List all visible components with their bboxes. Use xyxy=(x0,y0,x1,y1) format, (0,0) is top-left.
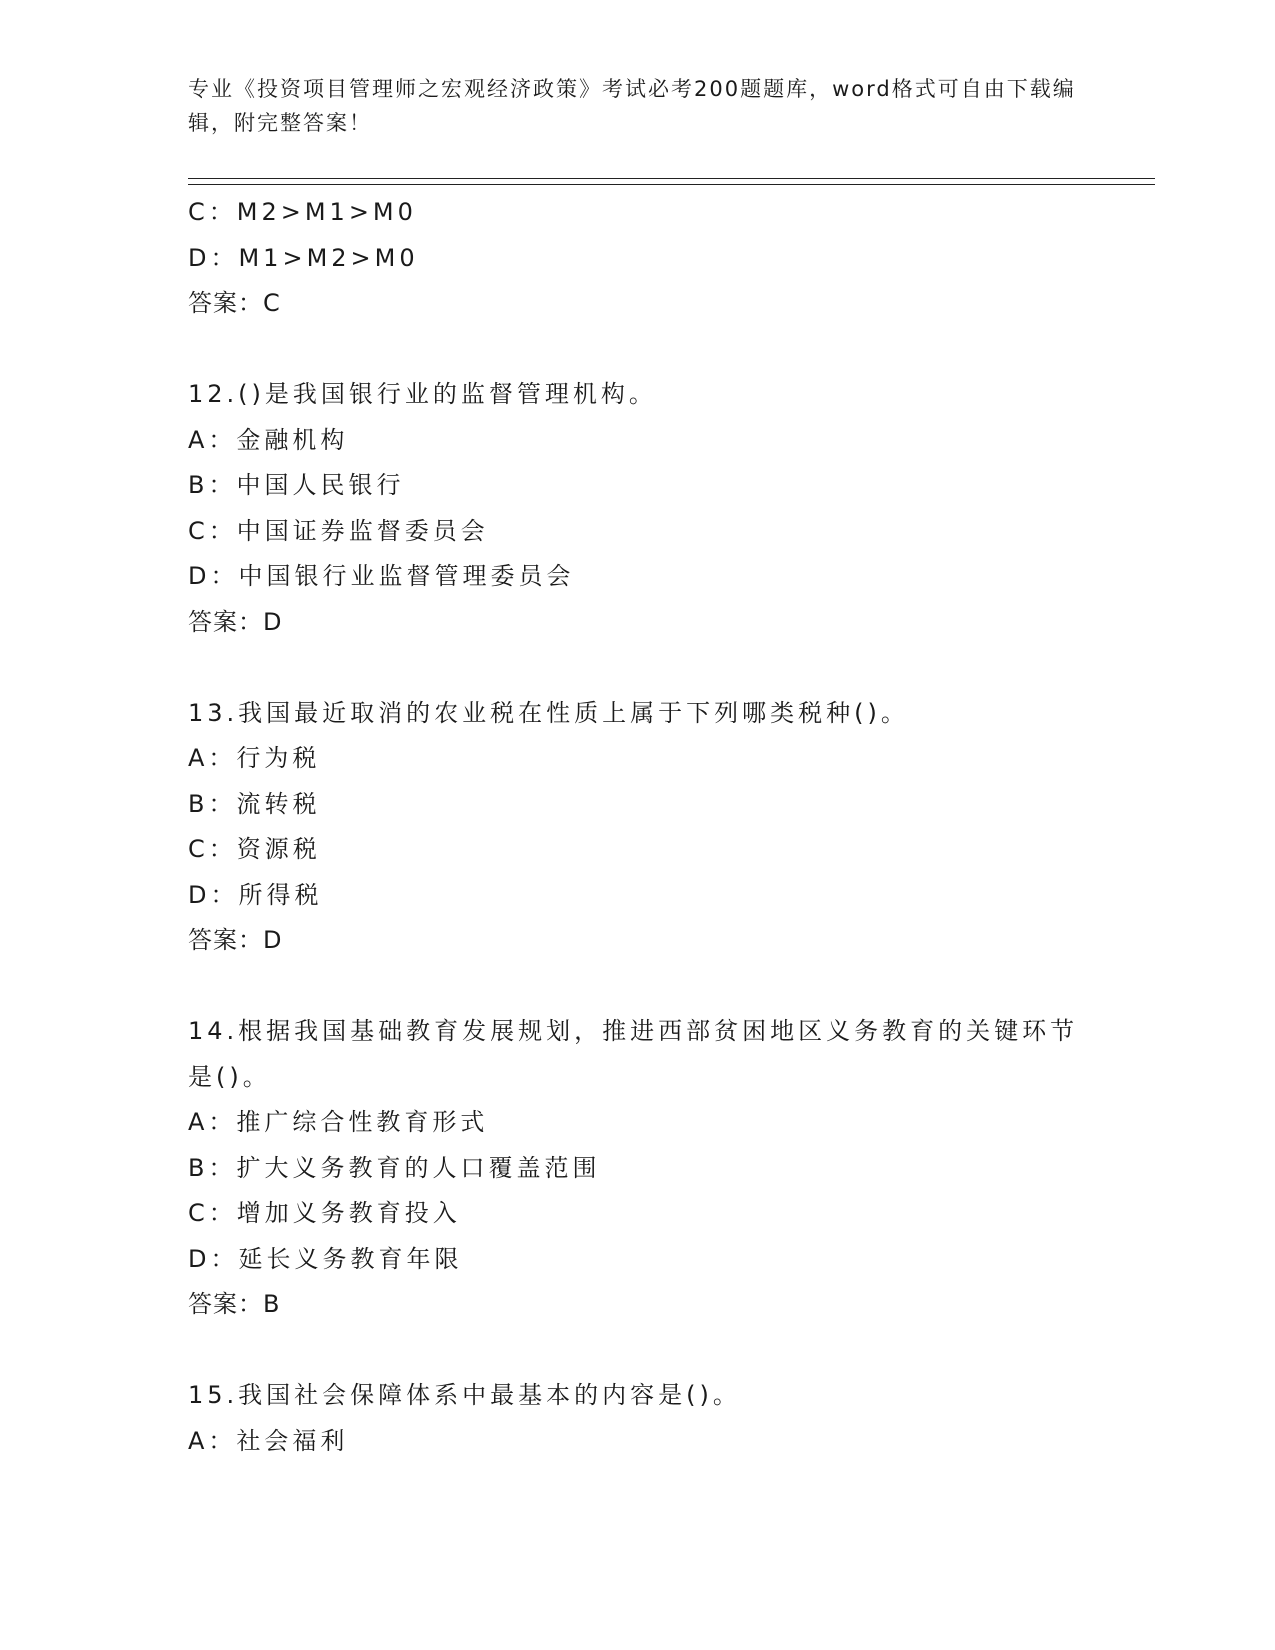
document-body xyxy=(188,190,1088,1464)
document-header: 专业《投资项目管理师之宏观经济政策》考试必考200题题库，word格式可自由下载编辑，附完整答案！ xyxy=(188,77,1076,135)
question-gap xyxy=(188,964,1088,1010)
option-c: C：M2>M1>M0 xyxy=(188,198,417,226)
question-12 xyxy=(188,372,1088,645)
question-13 xyxy=(188,691,1088,964)
option-b: B：流转税 xyxy=(188,789,321,818)
question-gap xyxy=(188,1328,1088,1374)
question-stem: 13.我国最近取消的农业税在性质上属于下列哪类税种()。 xyxy=(188,698,909,727)
question-stem: 12.()是我国银行业的监督管理机构。 xyxy=(188,380,657,408)
question-stem: 14.根据我国基础教育发展规划，推进西部贫困地区义务教育的关键环节是()。 xyxy=(188,1017,1079,1091)
question-14 xyxy=(188,1009,1088,1328)
header-rule-bottom xyxy=(188,184,1155,185)
header-rule-top xyxy=(188,178,1155,179)
answer-line: 答案：C xyxy=(188,289,281,317)
option-a: A：推广综合性教育形式 xyxy=(188,1108,489,1136)
answer-line: 答案：D xyxy=(188,926,283,954)
option-d: D：延长义务教育年限 xyxy=(188,1244,463,1273)
question-gap xyxy=(188,645,1088,691)
question-gap xyxy=(188,327,1088,373)
question-stem: 15.我国社会保障体系中最基本的内容是()。 xyxy=(188,1381,741,1409)
option-a: A：社会福利 xyxy=(188,1426,349,1455)
option-c: C：增加义务教育投入 xyxy=(188,1199,461,1227)
question-partial xyxy=(188,190,1088,327)
option-c: C：资源税 xyxy=(188,835,321,863)
option-c: C：中国证券监督委员会 xyxy=(188,516,489,545)
option-d: D：所得税 xyxy=(188,880,323,909)
option-a: A：金融机构 xyxy=(188,425,349,454)
question-15 xyxy=(188,1373,1088,1464)
option-d: D：中国银行业监督管理委员会 xyxy=(188,562,575,590)
answer-line: 答案：B xyxy=(188,1290,281,1318)
option-d: D：M1>M2>M0 xyxy=(188,243,419,272)
answer-line: 答案：D xyxy=(188,607,283,636)
option-a: A：行为税 xyxy=(188,744,321,772)
option-b: B：扩大义务教育的人口覆盖范围 xyxy=(188,1153,601,1182)
option-b: B：中国人民银行 xyxy=(188,471,405,499)
